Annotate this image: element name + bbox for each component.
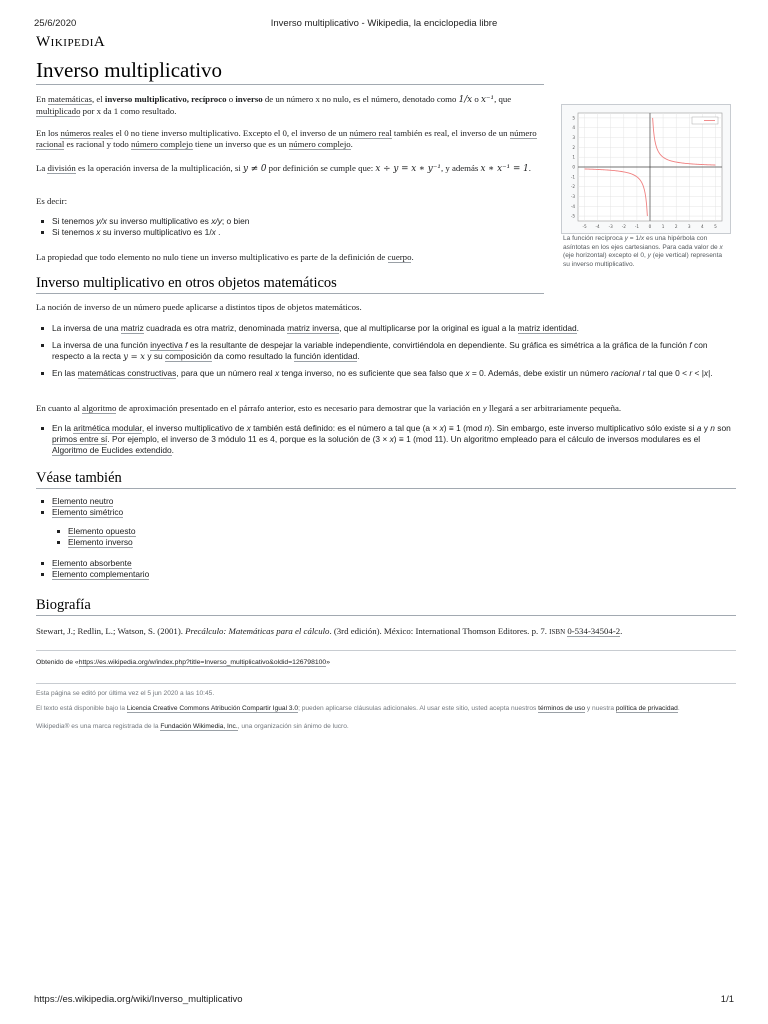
x-tick-label: -5: [582, 224, 587, 229]
x-tick-label: 3: [687, 224, 691, 229]
x-tick-label: -2: [621, 224, 626, 229]
link-algoritmo[interactable]: algoritmo: [82, 403, 117, 413]
link-elemento-neutro[interactable]: Elemento neutro: [52, 496, 114, 506]
x-tick-label: 0: [648, 224, 652, 229]
link-numero-racional[interactable]: número racional: [36, 128, 537, 149]
section-heading-vease-tambien: Véase también: [36, 469, 736, 489]
x-tick-label: -3: [608, 224, 613, 229]
see-also-nested-list: [52, 526, 752, 548]
x-tick-label: 2: [674, 224, 678, 229]
last-edit: Esta página se editó por última vez el 5 jun 2020 a las 10:45.: [36, 690, 215, 697]
link-numeros-reales[interactable]: números reales: [60, 128, 114, 138]
link-elemento-simetrico[interactable]: Elemento simétrico: [52, 507, 124, 517]
es-decir: Es decir:: [36, 196, 68, 206]
list-item: [36, 569, 736, 580]
license-text: El texto está disponible bajo la Licencia Creative Commons Atribución Compartir Igual 3.0; pueden aplicarse cláusulas adicionales. Al usar este sitio, usted acepta nuestros términos de uso y nuestra política de privacidad.: [36, 705, 680, 712]
link-primos-entre-si[interactable]: primos entre sí: [52, 434, 108, 444]
cuerpo-paragraph: La propiedad que todo elemento no nulo tiene un inverso multiplicativo es parte de la definición de cuerpo.: [36, 252, 414, 262]
y-tick-label: -4: [570, 203, 575, 209]
wikipedia-logo[interactable]: WIKIPEDIA: [36, 34, 106, 50]
link-division[interactable]: división: [47, 163, 76, 173]
link-matriz-inversa[interactable]: matriz inversa: [287, 323, 340, 333]
x-tick-label: -1: [634, 224, 640, 229]
section1-list: [36, 323, 736, 385]
figure-caption: La función recíproca y = 1/x es una hipérbola con asíntotas en los ejes cartesianos. Para cada valor de x (eje horizontal) excepto el 0, y (eje vertical) representa su inverso multiplicativo.: [563, 235, 723, 268]
x-tick-label: -4: [595, 224, 600, 229]
list-item: [52, 526, 752, 537]
print-date: 25/6/2020: [34, 18, 77, 29]
y-tick-label: 3: [572, 135, 575, 141]
y-tick-label: 5: [572, 115, 575, 121]
link-matriz[interactable]: matriz: [120, 323, 144, 333]
divider: [36, 683, 736, 684]
y-tick-label: 0: [572, 164, 575, 170]
divider: [36, 650, 736, 651]
algoritmo-paragraph: En cuanto al algoritmo de aproximación presentado en el párrafo anterior, esto es necesario para demostrar que la variación en y llegará a ser arbitrariamente pequeña.: [36, 403, 622, 413]
y-tick-label: -5: [570, 213, 575, 219]
section-heading-biografia: Biografía: [36, 596, 736, 616]
reciprocal-chart: [562, 105, 730, 233]
link-elemento-opuesto[interactable]: Elemento opuesto: [68, 526, 136, 536]
link-cuerpo[interactable]: cuerpo: [387, 252, 412, 262]
link-aritmetica-modular[interactable]: aritmética modular: [73, 423, 142, 433]
link-matematicas[interactable]: matemáticas: [47, 94, 92, 104]
intro-paragraph-2: En los números reales el 0 no tiene inverso multiplicativo. Excepto el 0, el inverso de un número real también es real, el inverso de un número racional es racional y todo número complejo tiene un inverso que es un número complejo.: [36, 128, 537, 149]
link-matematicas-constructivas[interactable]: matemáticas constructivas: [77, 368, 177, 378]
see-also-list: [36, 496, 736, 518]
link-numero-complejo-2[interactable]: número complejo: [288, 139, 351, 149]
link-inyectiva[interactable]: inyectiva: [150, 340, 183, 350]
y-tick-label: -1: [570, 174, 575, 180]
print-page-number: 1/1: [720, 994, 734, 1005]
section1-intro: La noción de inverso de un número puede aplicarse a distintos tipos de objetos matemáticos.: [36, 302, 362, 312]
link-matriz-identidad[interactable]: matriz identidad: [517, 323, 577, 333]
list-item: Si tenemos y/x su inverso multiplicativo es x/y; o bien: [36, 216, 536, 227]
link-terminos-uso[interactable]: términos de uso: [538, 705, 586, 712]
trademark-text: Wikipedia® es una marca registrada de la Fundación Wikimedia, Inc., una organización sin ánimo de lucro.: [36, 723, 349, 730]
link-isbn[interactable]: 0-534-34504-2: [567, 626, 621, 636]
list-item: [52, 537, 752, 548]
list-item: En la aritmética modular, el inverso multiplicativo de x también está definido: es el número a tal que (a × x) ≡ 1 (mod n). Sin embargo, este inverso multiplicativo sólo existe si a y n son primos entre sí. Por ejemplo, el inverso de 3 módulo 11 es 4, porque es la solución de (3 × x) ≡ 1 (mod 11). Un algoritmo empleado para el cálculo de inversos modulares es el Algoritmo de Euclides extendido.: [36, 423, 736, 456]
modular-list: [36, 423, 736, 456]
section-heading-otros-objetos: Inverso multiplicativo en otros objetos matemáticos: [36, 274, 544, 294]
link-fundacion-wikimedia[interactable]: Fundación Wikimedia, Inc.: [160, 723, 238, 730]
y-tick-label: 2: [572, 144, 575, 150]
y-tick-label: -3: [570, 193, 575, 199]
x-tick-label: 4: [701, 224, 704, 229]
link-numero-complejo[interactable]: número complejo: [131, 139, 193, 149]
link-elemento-complementario[interactable]: Elemento complementario: [52, 569, 150, 579]
obtenido-de: Obtenido de «https://es.wikipedia.org/w/index.php?title=Inverso_multiplicativo&oldid=126798100»: [36, 659, 330, 666]
list-item: La inversa de una matriz cuadrada es otra matriz, denominada matriz inversa, que al multiplicarse por la original es igual a la matriz identidad.: [36, 323, 736, 334]
link-permanent-url[interactable]: https://es.wikipedia.org/w/index.php?title=Inverso_multiplicativo&oldid=126798100: [78, 659, 327, 666]
list-item: En las matemáticas constructivas, para que un número real x tenga inverso, no es suficiente que sea falso que x = 0. Además, debe existir un número racional r tal que 0 < r < |x|.: [36, 368, 736, 379]
link-cc-license[interactable]: Licencia Creative Commons Atribución Compartir Igual 3.0: [126, 705, 299, 712]
list-item: [36, 496, 736, 507]
page-title: Inverso multiplicativo: [36, 56, 544, 85]
list-item: La inversa de una función inyectiva f es la resultante de despejar la variable independiente, convirtiéndola en dependiente. Su gráfica es simétrica a la gráfica de la función f con respecto a la recta y = x y su composición da como resultado la función identidad.: [36, 340, 736, 362]
link-numero-real[interactable]: número real: [349, 128, 392, 138]
link-funcion-identidad[interactable]: función identidad: [294, 351, 358, 361]
link-algoritmo-euclides[interactable]: Algoritmo de Euclides extendido: [52, 445, 172, 455]
y-tick-label: 1: [572, 154, 575, 160]
link-politica-privacidad[interactable]: política de privacidad: [615, 705, 678, 712]
link-composicion[interactable]: composición: [165, 351, 212, 361]
reference-citation: Stewart, J.; Redlin, L.; Watson, S. (2001). Precálculo: Matemáticas para el cálculo. (3rd edición). México: International Thomson Editores. p. 7. ISBN 0-534-34504-2.: [36, 626, 623, 636]
print-url: https://es.wikipedia.org/wiki/Inverso_multiplicativo: [34, 994, 243, 1005]
print-page-title: Inverso multiplicativo - Wikipedia, la enciclopedia libre: [270, 18, 498, 29]
y-tick-label: 4: [572, 125, 575, 131]
list-item: [36, 507, 736, 518]
y-tick-label: -2: [570, 184, 575, 190]
list-item: [36, 558, 736, 569]
link-multiplicado[interactable]: multiplicado: [36, 106, 81, 116]
reciprocal-function-figure[interactable]: [561, 104, 731, 234]
link-elemento-absorbente[interactable]: Elemento absorbente: [52, 558, 132, 568]
x-tick-label: 1: [661, 224, 665, 229]
reciprocal-list: [36, 216, 536, 238]
list-item: Si tenemos x su inverso multiplicativo es 1/x .: [36, 227, 536, 238]
see-also-list-2: [36, 558, 736, 580]
link-elemento-inverso[interactable]: Elemento inverso: [68, 537, 133, 547]
intro-paragraph-3: La división es la operación inversa de la multiplicación, si y ≠ 0 por definición se cumple que: x ÷ y = x ∗ y⁻¹, y además x ∗ x⁻¹ = 1.: [36, 163, 531, 174]
x-tick-label: 5: [714, 224, 717, 229]
intro-paragraph-1: En matemáticas, el inverso multiplicativo, recíproco o inverso de un número x no nulo, es el número, denotado como 1/x o x⁻¹, que multiplicado por x da 1 como resultado.: [36, 94, 512, 116]
